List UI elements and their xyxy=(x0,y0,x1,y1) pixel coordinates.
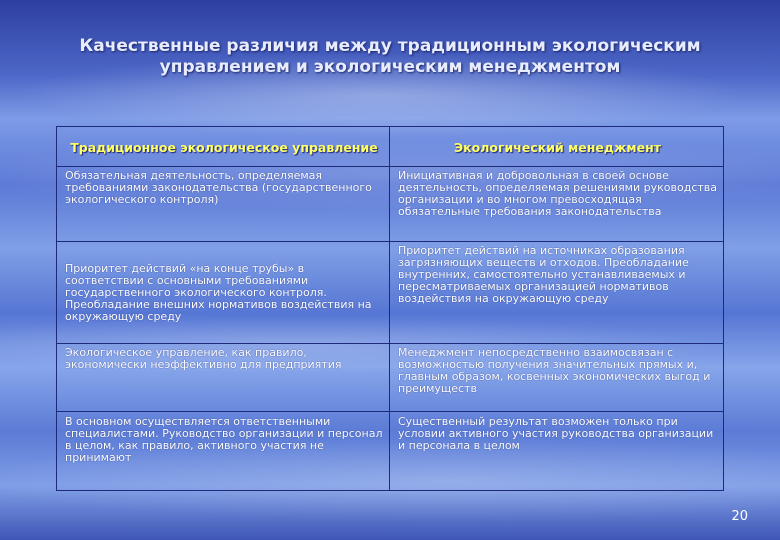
comparison-table xyxy=(56,126,724,491)
cell-traditional: Экологическое управление, как правило, экономически неэффективно для предприятия xyxy=(57,344,390,412)
cell-management: Инициативная и добровольная в своей основе деятельность, определяемая решениями руководства организации и во многом превосходящая обязательные требования законодательства xyxy=(390,167,724,242)
table-row xyxy=(57,242,724,344)
table-header-row xyxy=(57,127,724,167)
cell-management: Существенный результат возможен только при условии активного участия руководства организации и персонала в целом xyxy=(390,412,724,491)
table-row xyxy=(57,167,724,242)
cell-management: Приоритет действий на источниках образования загрязняющих веществ и отходов. Преобладание внутренних, самостоятельно устанавливаемых и пересматриваемых организацией нормативов воздействия на окружающую среду xyxy=(390,242,724,344)
slide-title xyxy=(30,36,750,78)
table-row xyxy=(57,344,724,412)
header-management: Экологический менеджмент xyxy=(390,127,724,167)
cell-traditional: Обязательная деятельность, определяемая требованиями законодательства (государственного экологического контроля) xyxy=(57,167,390,242)
cell-management: Менеджмент непосредственно взаимосвязан с возможностью получения значительных прямых и, главным образом, косвенных экономических выгод и преимуществ xyxy=(390,344,724,412)
page-number: 20 xyxy=(731,509,748,524)
cell-traditional: Приоритет действий «на конце трубы» в соответствии с основными требованиями государственного экологического контроля. Преобладание внешних нормативов воздействия на окружающую среду xyxy=(57,242,390,344)
header-traditional: Традиционное экологическое управление xyxy=(57,127,390,167)
cell-traditional: В основном осуществляется ответственными специалистами. Руководство организации и персонал в целом, как правило, активного участия не принимают xyxy=(57,412,390,491)
title-line-1: Качественные различия между традиционным экологическим xyxy=(79,36,701,56)
table-row xyxy=(57,412,724,491)
title-line-2: управлением и экологическим менеджментом xyxy=(159,57,621,77)
